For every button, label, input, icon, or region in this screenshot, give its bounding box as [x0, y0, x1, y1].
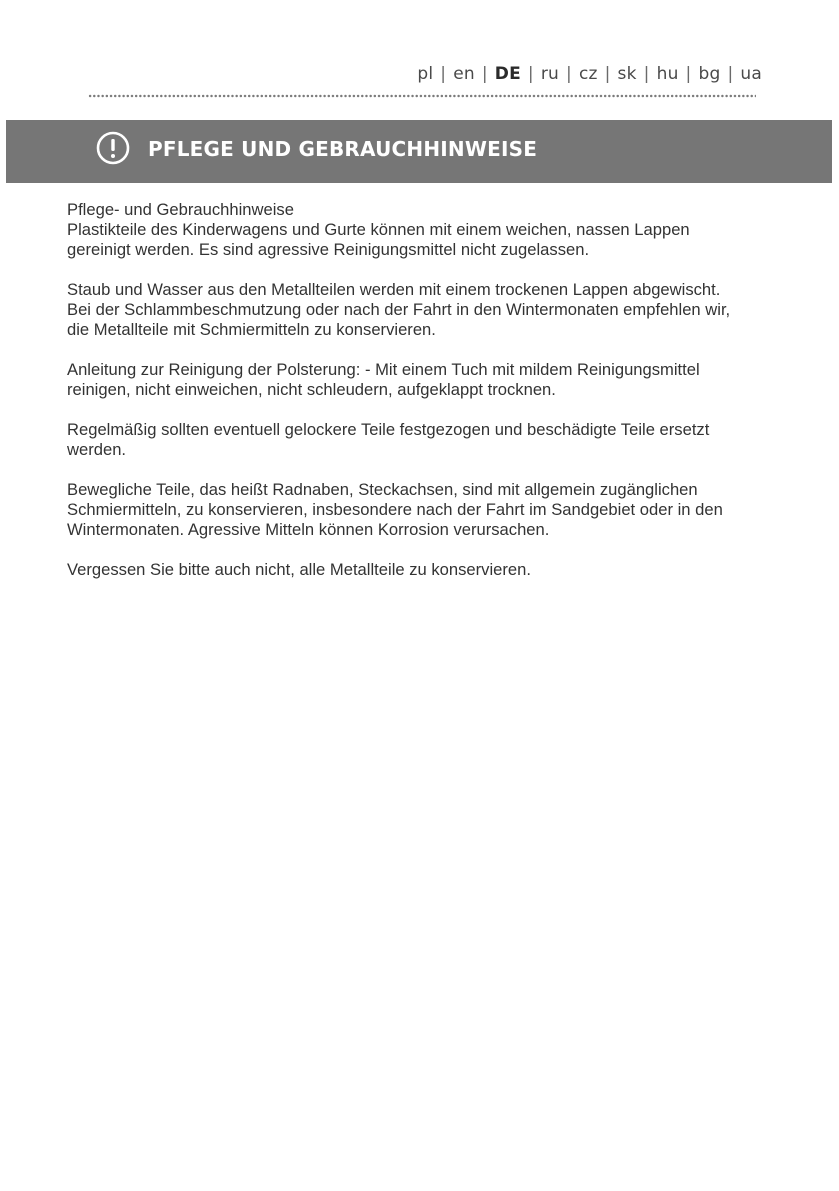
text-line: reinigen, nicht einweichen, nicht schleudern, aufgeklappt trocknen.: [67, 380, 556, 399]
heading-line: Pflege- und Gebrauchhinweise: [67, 200, 294, 219]
care-instructions: [67, 200, 795, 600]
paragraph-reminder: [67, 560, 795, 580]
paragraph-loose-parts: [67, 420, 795, 460]
text-line: Anleitung zur Reinigung der Polsterung: - Mit einem Tuch mit mildem Reinigungsmittel: [67, 360, 700, 379]
lang-link-de-active[interactable]: DE: [494, 64, 521, 84]
text-line: Bei der Schlammbeschmutzung oder nach der Fahrt in den Wintermonaten empfehlen wir,: [67, 300, 731, 319]
lang-separator: |: [566, 64, 572, 84]
text-line: Bewegliche Teile, das heißt Radnaben, Steckachsen, sind mit allgemein zugänglichen: [67, 480, 698, 499]
text-line: Schmiermitteln, zu konservieren, insbesondere nach der Fahrt im Sandgebiet oder in den: [67, 500, 723, 519]
lang-separator: |: [685, 64, 692, 84]
lang-link-cz[interactable]: cz: [578, 64, 598, 84]
lang-separator: |: [440, 64, 447, 84]
lang-separator: |: [727, 64, 734, 84]
text-line: Regelmäßig sollten eventuell gelockere Teile festgezogen und beschädigte Teile ersetzt: [67, 420, 710, 439]
paragraph-moving-parts: [67, 480, 795, 540]
paragraph-upholstery: [67, 360, 795, 400]
text-line: Staub und Wasser aus den Metallteilen werden mit einem trockenen Lappen abgewischt.: [67, 280, 721, 299]
lang-link-sk[interactable]: sk: [617, 64, 637, 84]
text-line: Plastikteile des Kinderwagens und Gurte können mit einem weichen, nassen Lappen: [67, 220, 690, 239]
lang-link-pl[interactable]: pl: [417, 64, 434, 84]
exclamation-circle-icon: [96, 131, 130, 165]
lang-separator: |: [481, 64, 488, 84]
text-line: gereinigt werden. Es sind agressive Reinigungsmittel nicht zugelassen.: [67, 240, 590, 259]
lang-separator: |: [643, 64, 650, 84]
text-line: werden.: [67, 440, 127, 459]
lang-link-bg[interactable]: bg: [698, 64, 721, 84]
lang-link-ru[interactable]: ru: [540, 64, 559, 84]
lang-link-hu[interactable]: hu: [656, 64, 679, 84]
lang-link-en[interactable]: en: [453, 64, 475, 84]
text-line: die Metallteile mit Schmiermitteln zu konservieren.: [67, 320, 436, 339]
paragraph-metal-parts: [67, 280, 795, 340]
section-title: PFLEGE UND GEBRAUCHHINWEISE: [148, 137, 538, 161]
dotted-divider: [88, 94, 756, 98]
lang-link-ua[interactable]: ua: [740, 64, 762, 84]
lang-separator: |: [604, 64, 611, 84]
paragraph-cleaning-plastic: [67, 200, 795, 260]
text-line: Vergessen Sie bitte auch nicht, alle Metallteile zu konservieren.: [67, 560, 531, 579]
text-line: Wintermonaten. Agressive Mitteln können Korrosion verursachen.: [67, 520, 550, 539]
language-nav: [417, 64, 762, 84]
lang-separator: |: [527, 64, 534, 84]
